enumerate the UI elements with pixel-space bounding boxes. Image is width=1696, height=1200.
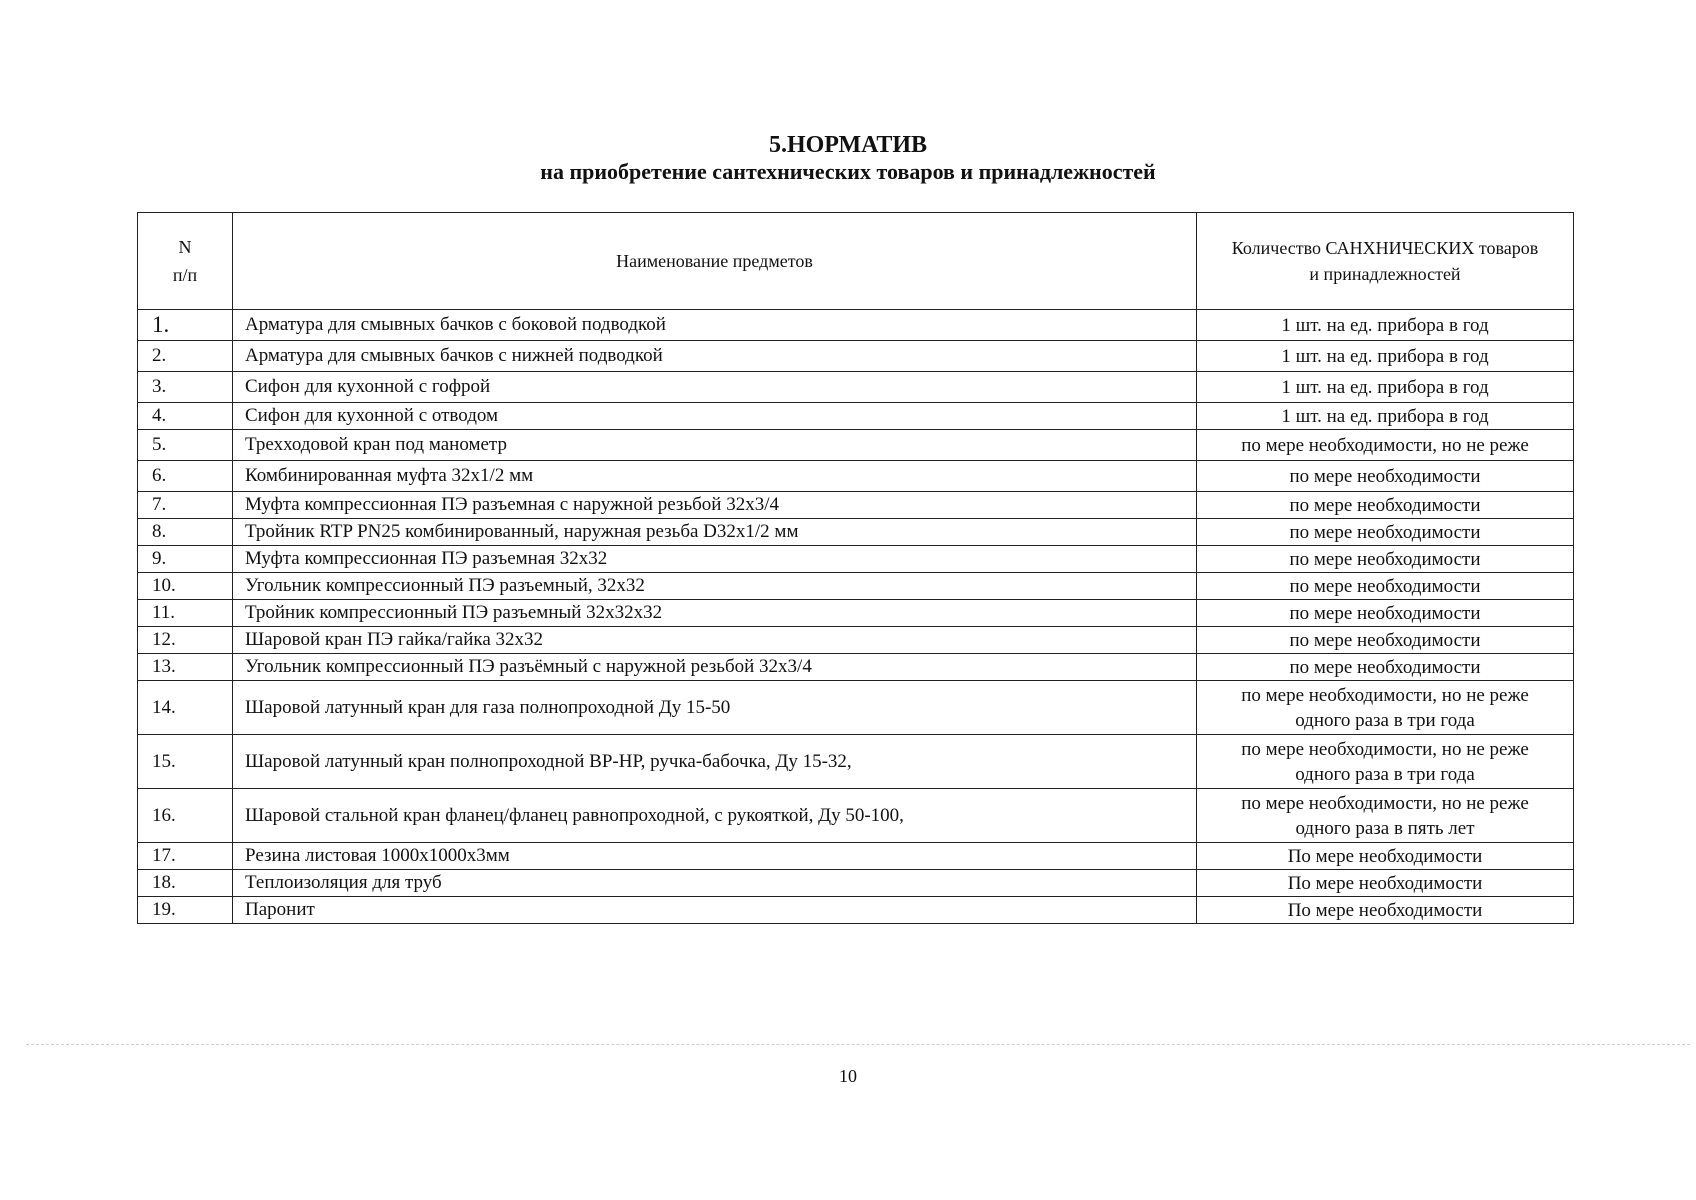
row-number: 5. [138,430,233,461]
row-number: 12. [138,627,233,654]
header-quantity-line1: Количество САНХНИЧЕСКИХ товаров [1231,238,1539,258]
row-number: 17. [138,843,233,870]
row-item-name: Сифон для кухонной с отводом [233,403,1197,430]
row-item-name: Арматура для смывных бачков с боковой подводкой [233,310,1197,341]
document-subtitle: на приобретение сантехнических товаров и принадлежностей [540,159,1156,184]
row-quantity [1197,654,1574,681]
row-item-name: Угольник компрессионный ПЭ разъёмный с наружной резьбой 32х3/4 [233,654,1197,681]
row-number: 18. [138,870,233,897]
row-quantity-line1: 1 шт. на ед. прибора в год [1281,345,1489,367]
row-quantity-line1: по мере необходимости [1289,465,1481,487]
row-quantity-line1: по мере необходимости [1289,575,1481,597]
row-number: 14. [138,681,233,735]
row-item-name: Шаровой стальной кран фланец/фланец равнопроходной, с рукояткой, Ду 50-100, [233,789,1197,843]
header-number [138,213,233,310]
table-row [138,654,1574,681]
table-header [138,213,1574,310]
header-quantity [1197,213,1574,310]
row-quantity-line1: по мере необходимости [1289,494,1481,516]
row-quantity-line1: По мере необходимости [1287,899,1483,921]
row-item-name: Шаровой латунный кран для газа полнопроходной Ду 15-50 [233,681,1197,735]
row-quantity [1197,403,1574,430]
row-item-name: Угольник компрессионный ПЭ разъемный, 32х32 [233,573,1197,600]
row-item-name: Тройник RTP PN25 комбинированный, наружная резьба D32x1/2 мм [233,519,1197,546]
row-quantity-line1: по мере необходимости [1289,602,1481,624]
row-number: 16. [138,789,233,843]
row-quantity [1197,310,1574,341]
header-number-line1: N [178,237,192,257]
table-header-row [138,213,1574,310]
row-item-name: Теплоизоляция для труб [233,870,1197,897]
row-quantity [1197,519,1574,546]
table-row [138,789,1574,843]
row-item-name: Муфта компрессионная ПЭ разъемная с наружной резьбой 32х3/4 [233,492,1197,519]
table-row [138,870,1574,897]
table-row [138,681,1574,735]
table-row [138,897,1574,924]
row-quantity [1197,627,1574,654]
row-quantity-line2: одного раза в три года [1295,709,1475,731]
table-row [138,430,1574,461]
row-number: 7. [138,492,233,519]
row-number: 11. [138,600,233,627]
table-row [138,843,1574,870]
row-quantity [1197,870,1574,897]
table-row [138,310,1574,341]
document-title: 5.НОРМАТИВ [768,132,928,158]
row-quantity-line1: по мере необходимости [1289,656,1481,678]
row-quantity-line1: по мере необходимости [1289,629,1481,651]
row-quantity-line1: 1 шт. на ед. прибора в год [1281,405,1489,427]
row-item-name: Шаровой кран ПЭ гайка/гайка 32х32 [233,627,1197,654]
row-quantity [1197,573,1574,600]
row-item-name: Комбинированная муфта 32х1/2 мм [233,461,1197,492]
table-row [138,519,1574,546]
row-number: 8. [138,519,233,546]
row-item-name: Сифон для кухонной с гофрой [233,372,1197,403]
page-divider [26,1044,1690,1045]
row-quantity-line1: По мере необходимости [1287,872,1483,894]
row-quantity [1197,843,1574,870]
row-number: 10. [138,573,233,600]
row-item-name: Арматура для смывных бачков с нижней подводкой [233,341,1197,372]
row-number: 13. [138,654,233,681]
row-quantity-line1: по мере необходимости, но не реже [1241,792,1529,814]
row-number: 1. [138,310,233,341]
table-row [138,341,1574,372]
row-quantity [1197,430,1574,461]
header-number-line2: п/п [172,265,198,285]
row-quantity-line1: по мере необходимости, но не реже [1241,684,1529,706]
table-row [138,546,1574,573]
table-row [138,492,1574,519]
table-row [138,735,1574,789]
row-number: 6. [138,461,233,492]
row-number: 9. [138,546,233,573]
row-number: 15. [138,735,233,789]
row-quantity-line1: 1 шт. на ед. прибора в год [1281,314,1489,336]
row-number: 3. [138,372,233,403]
row-quantity [1197,341,1574,372]
table-row [138,627,1574,654]
row-item-name: Муфта компрессионная ПЭ разъемная 32х32 [233,546,1197,573]
row-quantity-line2: одного раза в три года [1295,763,1475,785]
row-quantity-line1: по мере необходимости, но не реже [1241,738,1529,760]
table-body [138,310,1574,924]
header-item-name: Наименование предметов [233,213,1197,310]
table-row [138,573,1574,600]
row-number: 2. [138,341,233,372]
row-quantity-line1: по мере необходимости [1289,548,1481,570]
row-quantity-line1: По мере необходимости [1287,845,1483,867]
row-quantity [1197,546,1574,573]
row-number: 4. [138,403,233,430]
table-row [138,372,1574,403]
row-quantity-line1: по мере необходимости, но не реже [1241,434,1529,456]
row-item-name: Тройник компрессионный ПЭ разъемный 32х32х32 [233,600,1197,627]
row-quantity [1197,735,1574,789]
table-row [138,403,1574,430]
row-item-name: Шаровой латунный кран полнопроходной ВР-НР, ручка-бабочка, Ду 15-32, [233,735,1197,789]
row-quantity [1197,681,1574,735]
page-number: 10 [839,1066,857,1086]
row-quantity [1197,492,1574,519]
table-row [138,600,1574,627]
table-row [138,461,1574,492]
row-item-name: Трехходовой кран под манометр [233,430,1197,461]
row-quantity-line2: одного раза в пять лет [1295,817,1475,839]
row-quantity [1197,372,1574,403]
row-number: 19. [138,897,233,924]
header-quantity-line2: и принадлежностей [1309,264,1461,284]
norm-table [137,212,1574,924]
row-item-name: Паронит [233,897,1197,924]
row-quantity [1197,789,1574,843]
row-item-name: Резина листовая 1000х1000х3мм [233,843,1197,870]
row-quantity-line1: 1 шт. на ед. прибора в год [1281,376,1489,398]
row-quantity [1197,461,1574,492]
row-quantity-line1: по мере необходимости [1289,521,1481,543]
row-quantity [1197,600,1574,627]
row-quantity [1197,897,1574,924]
